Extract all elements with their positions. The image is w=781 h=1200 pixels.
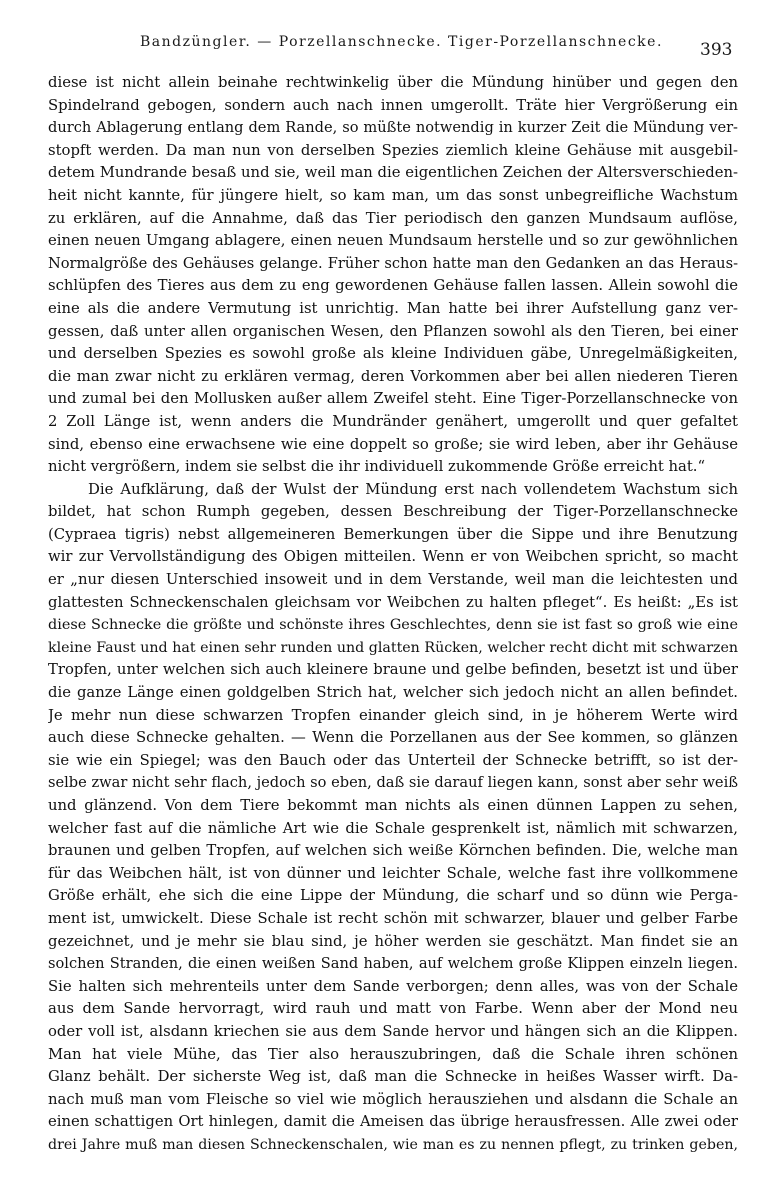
text-line: ment ist, umwickelt. Diese Schale ist recht schön mit schwarzer, blauer und gelber Farbe	[48, 909, 738, 927]
text-line: glattesten Schneckenschalen gleichsam vor Weibchen zu halten pfleget“. Es heißt: „Es ist	[48, 593, 738, 611]
text-line: gessen, daß unter allen organischen Wesen, den Pflanzen sowohl als den Tieren, bei einer	[48, 322, 738, 340]
text-line: detem Mundrande besaß und sie, weil man die eigentlichen Zeichen der Altersverschieden-	[48, 164, 738, 182]
text-line: eine als die andere Vermutung ist unrichtig. Man hatte bei ihrer Aufstellung ganz ver-	[48, 299, 738, 317]
text-line: aus dem Sande hervorragt, wird rauh und matt von Farbe. Wenn aber der Mond neu	[48, 1000, 738, 1018]
text-line: solchen Stranden, die einen weißen Sand haben, auf welchem große Klippen einzeln liegen.	[48, 955, 738, 973]
text-line: stopft werden. Da man nun von derselben Spezies ziemlich kleine Gehäuse mit ausgebil-	[48, 141, 738, 159]
page-number: 393	[700, 40, 733, 60]
text-line: (Cypraea tigris) nebst allgemeineren Bemerkungen über die Sippe und ihre Benutzung	[48, 525, 738, 543]
text-line: und zumal bei den Mollusken außer allem Zweifel steht. Eine Tiger-Porzellanschnecke von	[48, 390, 738, 408]
text-line: er „nur diesen Unterschied insoweit und in dem Verstande, weil man die leichtesten und	[48, 571, 738, 589]
text-line: wir zur Vervollständigung des Obigen mitteilen. Wenn er von Weibchen spricht, so macht	[48, 548, 738, 566]
text-line: gezeichnet, und je mehr sie blau sind, je höher werden sie geschätzt. Man findet sie an	[48, 932, 738, 950]
text-line: sie wie ein Spiegel; was den Bauch oder das Unterteil der Schnecke betrifft, so ist der-	[48, 751, 738, 769]
text-line: Spindelrand gebogen, sondern auch nach innen umgerollt. Träte hier Vergrößerung ein	[48, 96, 738, 114]
text-line: braunen und gelben Tropfen, auf welchen sich weiße Körnchen befinden. Die, welche man	[48, 842, 738, 860]
text-line: Größe erhält, ehe sich die eine Lippe der Mündung, die scharf und so dünn wie Perga-	[48, 887, 738, 905]
text-line: einen neuen Umgang ablagere, einen neuen Mundsaum herstelle und so zur gewöhnlichen	[48, 232, 738, 250]
text-line: einen schattigen Ort hinlegen, damit die Ameisen das übrige herausfressen. Alle zwei oder	[48, 1113, 738, 1131]
text-line: 2 Zoll Länge ist, wenn anders die Mundränder genähert, umgerollt und quer gefaltet	[48, 412, 738, 430]
text-line: durch Ablagerung entlang dem Rande, so müßte notwendig in kurzer Zeit die Mündung ver-	[48, 119, 738, 137]
text-line: diese Schnecke die größte und schönste ihres Geschlechtes, denn sie ist fast so groß wie eine	[48, 617, 738, 634]
text-line: die ganze Länge einen goldgelben Strich hat, welcher sich jedoch nicht an allen befindet.	[48, 684, 738, 702]
text-line: heit nicht kannte, für jüngere hielt, so kam man, um das sonst unbegreifliche Wachstum	[48, 186, 738, 204]
text-line: nach muß man vom Fleische so viel wie möglich herausziehen und alsdann die Schale an	[48, 1090, 738, 1108]
text-line: oder voll ist, alsdann kriechen sie aus dem Sande hervor und hängen sich an die Klippen.	[48, 1022, 738, 1040]
text-line: selbe zwar nicht sehr flach, jedoch so eben, daß sie darauf liegen kann, sonst aber sehr weiß	[48, 774, 738, 792]
text-line: drei Jahre muß man diesen Schneckenschalen, wie man es zu nennen pflegt, zu trinken geben,	[48, 1136, 738, 1153]
text-line: Sie halten sich mehrenteils unter dem Sande verborgen; denn alles, was von der Schale	[48, 977, 738, 995]
body-text	[48, 72, 738, 1157]
text-line: sind, ebenso eine erwachsene wie eine doppelt so große; sie wird leben, aber ihr Gehäuse	[48, 435, 738, 453]
text-line: bildet, hat schon Rumph gegeben, dessen Beschreibung der Tiger-Porzellanschnecke	[48, 503, 738, 521]
text-line: die man zwar nicht zu erklären vermag, deren Vorkommen aber bei allen niederen Tieren	[48, 367, 738, 385]
text-line: Normalgröße des Gehäuses gelange. Früher schon hatte man den Gedanken an das Heraus-	[48, 254, 738, 272]
text-line: für das Weibchen hält, ist von dünner und leichter Schale, welche fast ihre vollkommene	[48, 864, 738, 882]
text-line: und glänzend. Von dem Tiere bekommt man nichts als einen dünnen Lappen zu sehen,	[48, 797, 738, 814]
text-line: diese ist nicht allein beinahe rechtwinkelig über die Mündung hinüber und gegen den	[48, 74, 738, 91]
text-line: Tropfen, unter welchen sich auch kleinere braune und gelbe befinden, besetzt ist und über	[48, 661, 738, 679]
text-line: und derselben Spezies es sowohl große als kleine Individuen gäbe, Unregelmäßigkeiten,	[48, 345, 738, 363]
text-line: kleine Faust und hat einen sehr runden und glatten Rücken, welcher recht dicht mit schwarzen	[48, 639, 738, 656]
text-line: nicht vergrößern, indem sie selbst die ihr individuell zukommende Größe erreicht hat.“	[48, 458, 706, 476]
text-line: zu erklären, auf die Annahme, daß das Tier periodisch den ganzen Mundsaum auflöse,	[48, 209, 738, 227]
text-line: schlüpfen des Tieres aus dem zu eng gewordenen Gehäuse fallen lassen. Allein sowohl die	[48, 277, 738, 295]
text-line: Je mehr nun diese schwarzen Tropfen einander gleich sind, in je höherem Werte wird	[48, 706, 738, 724]
running-head: Bandzüngler. — Porzellanschnecke. Tiger-Porzellanschnecke.	[140, 34, 663, 50]
text-line: Glanz behält. Der sicherste Weg ist, daß man die Schnecke in heißes Wasser wirft. Da-	[48, 1068, 738, 1086]
text-line: Die Aufklärung, daß der Wulst der Mündung erst nach vollendetem Wachstum sich	[88, 480, 738, 498]
text-line: auch diese Schnecke gehalten. — Wenn die Porzellanen aus der See kommen, so glänzen	[48, 729, 738, 747]
text-line: Man hat viele Mühe, das Tier also herauszubringen, daß die Schale ihren schönen	[48, 1045, 738, 1063]
text-line: welcher fast auf die nämliche Art wie die Schale gesprenkelt ist, nämlich mit schwarzen,	[48, 819, 738, 837]
